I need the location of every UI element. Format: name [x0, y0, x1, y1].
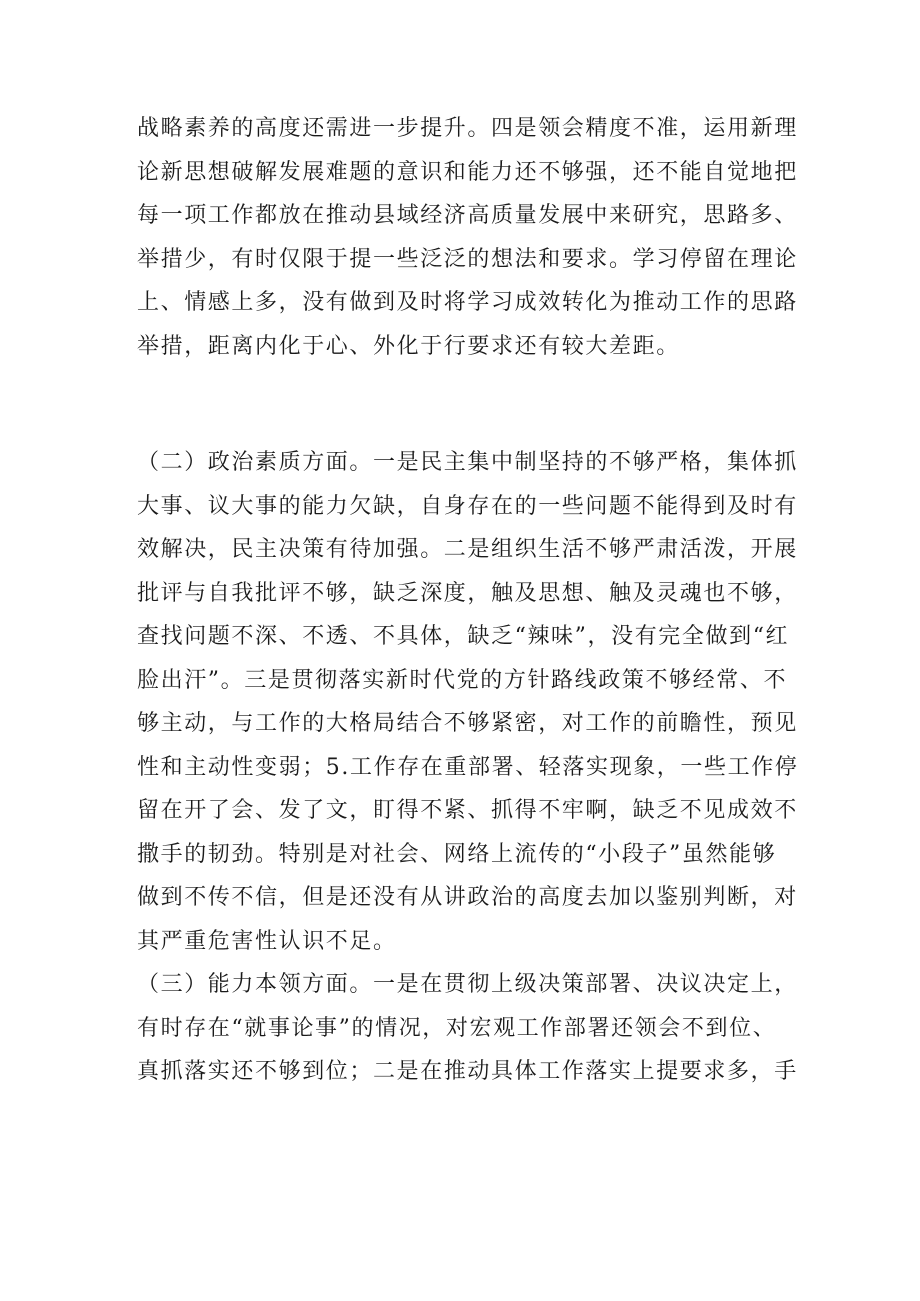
- text-line: 战略素养的高度还需进一步提升。四是领会精度不准，运用新理: [137, 116, 798, 141]
- text-line: 论新思想破解发展难题的意识和能力还不够强，还不能自觉地把: [137, 159, 798, 185]
- text-line: 批评与自我批评不够，缺乏深度，触及思想、触及灵魂也不够，: [137, 580, 798, 606]
- document-body: [137, 107, 797, 1094]
- text-line: 上、情感上多，没有做到及时将学习成效转化为推动工作的思路: [137, 290, 798, 315]
- text-line: （三）能力本领方面。一是在贯彻上级决策部署、决议决定上，: [137, 972, 798, 997]
- text-line: 性和主动性变弱；5.工作存在重部署、轻落实现象，一些工作停: [137, 754, 799, 780]
- text-line: 举措少，有时仅限于提一些泛泛的想法和要求。学习停留在理论: [137, 246, 798, 272]
- text-line: 查找问题不深、不透、不具体，缺乏“辣味”，没有完全做到“红: [137, 624, 790, 649]
- text-line: 够主动，与工作的大格局结合不够紧密，对工作的前瞻性，预见: [137, 711, 798, 736]
- text-line: 真抓落实还不够到位；二是在推动具体工作落实上提要求多，手: [137, 1059, 798, 1084]
- paragraph-capability: [137, 963, 797, 1094]
- text-line: 撒手的韧劲。特别是对社会、网络上流传的“小段子”虽然能够: [137, 841, 777, 867]
- text-line: 其严重危害性认识不足。: [137, 928, 397, 954]
- text-line: 效解决，民主决策有待加强。二是组织生活不够严肃活泼，开展: [137, 537, 798, 562]
- text-line: 做到不传不信，但是还没有从讲政治的高度去加以鉴别判断，对: [137, 885, 798, 910]
- text-line: 举措，距离内化于心、外化于行要求还有较大差距。: [137, 333, 680, 359]
- text-line: 大事、议大事的能力欠缺，自身存在的一些问题不能得到及时有: [137, 493, 798, 519]
- paragraph-strategic-literacy: [137, 107, 797, 368]
- text-line: 留在开了会、发了文，盯得不紧、抓得不牢啊，缺乏不见成效不: [137, 798, 798, 823]
- text-line: 每一项工作都放在推动县域经济高质量发展中来研究，思路多、: [137, 203, 798, 228]
- paragraph-political-quality: [137, 441, 797, 963]
- text-line: （二）政治素质方面。一是民主集中制坚持的不够严格，集体抓: [137, 450, 798, 475]
- text-line: 脸出汗”。三是贯彻落实新时代党的方针路线政策不够经常、不: [137, 667, 788, 693]
- paragraph-spacer: [137, 368, 797, 441]
- text-line: 有时存在“就事论事”的情况，对宏观工作部署还领会不到位、: [137, 1015, 777, 1041]
